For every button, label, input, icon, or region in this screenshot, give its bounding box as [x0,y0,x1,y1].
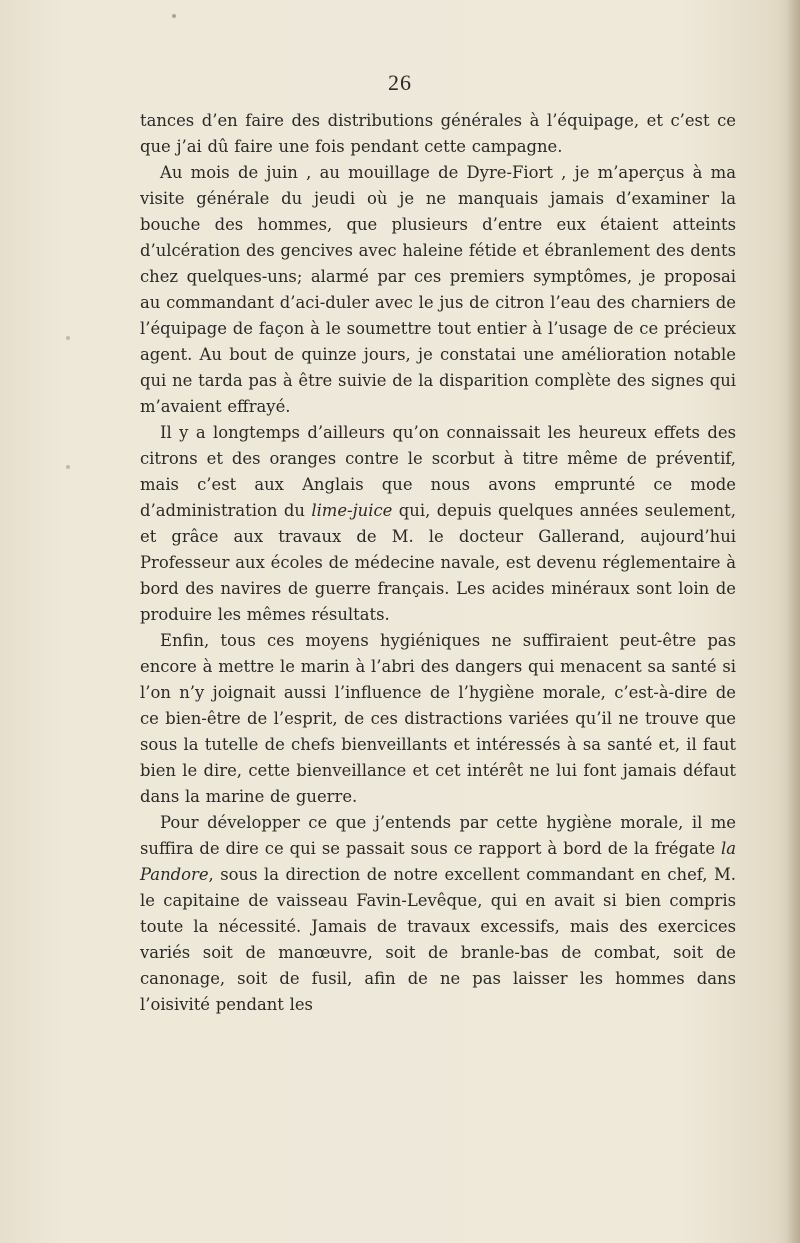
page-number: 26 [388,70,412,95]
italic-term: lime-juice [311,501,393,520]
paragraph-text: , sous la direction de notre excellent commandant en chef, M. le capitaine de vaisseau Favin-Levêque, qui en avait si bien compris toute la nécessité. Jamais de travaux excessifs, mais des exercices variés soit de manœuvre, soit de branle-bas de combat, soit de canonage, soit de fusil, afin de ne pas laisser les hommes dans l’oisivité pendant les [140,865,736,1014]
paragraph-1 [140,108,736,160]
ship-name: la Pandore [140,839,736,884]
paragraph-4 [140,628,736,810]
paragraph-text: Enfin, tous ces moyens hygiéniques ne suffiraient peut-être pas encore à mettre le marin à l’abri des dangers qui menacent sa santé si l’on n’y joignait aussi l’influence de l’hygiène morale, c’est-à-dire de ce bien-être de l’esprit, de ces distractions variées qu’il ne trouve que sous la tutelle de chefs bienveillants et intéressés à sa santé et, il faut bien le dire, cette bienveillance et cet intérêt ne lui font jamais défaut dans la marine de guerre. [140,631,736,806]
ink-speck [66,465,70,469]
paragraph-3 [140,420,736,628]
paragraph-5 [140,810,736,1018]
paragraph-text: Il y a longtemps d’ailleurs qu’on connaissait les heureux effets des citrons et des oranges contre le scorbut à titre même de préventif, mais c’est aux Anglais que nous avons emprunté ce mode d’administration du [140,423,736,520]
ink-speck [66,336,70,340]
paragraph-2 [140,160,736,420]
body-text [140,108,736,1018]
ink-speck [172,14,176,18]
paragraph-text: qui, depuis quelques années seulement, et grâce aux travaux de M. le docteur Gallerand, aujourd’hui Professeur aux écoles de médecine navale, est devenu réglementaire à bord des navires de guerre français. Les acides minéraux sont loin de produire les mêmes résultats. [140,501,736,624]
page-edge-shadow [786,0,800,1243]
paragraph-text: Pour développer ce que j’entends par cette hygiène morale, il me suffira de dire ce qui se passait sous ce rapport à bord de la frégate [140,813,736,858]
paragraph-text: tances d’en faire des distributions générales à l’équipage, et c’est ce que j’ai dû faire une fois pendant cette campagne. [140,111,736,156]
paragraph-text: Au mois de juin , au mouillage de Dyre-Fiort , je m’aperçus à ma visite générale du jeudi où je ne manquais jamais d’examiner la bouche des hommes, que plusieurs d’entre eux étaient atteints d’ulcération des gencives avec haleine fétide et ébranlement des dents chez quelques-uns; alarmé par ces premiers symptômes, je proposai au commandant d’aci-duler avec le jus de citron l’eau des charniers de l’équipage de façon à le soumettre tout entier à l’usage de ce précieux agent. Au bout de quinze jours, je constatai une amélioration notable qui ne tarda pas à être suivie de la disparition complète des signes qui m’avaient effrayé. [140,163,736,416]
